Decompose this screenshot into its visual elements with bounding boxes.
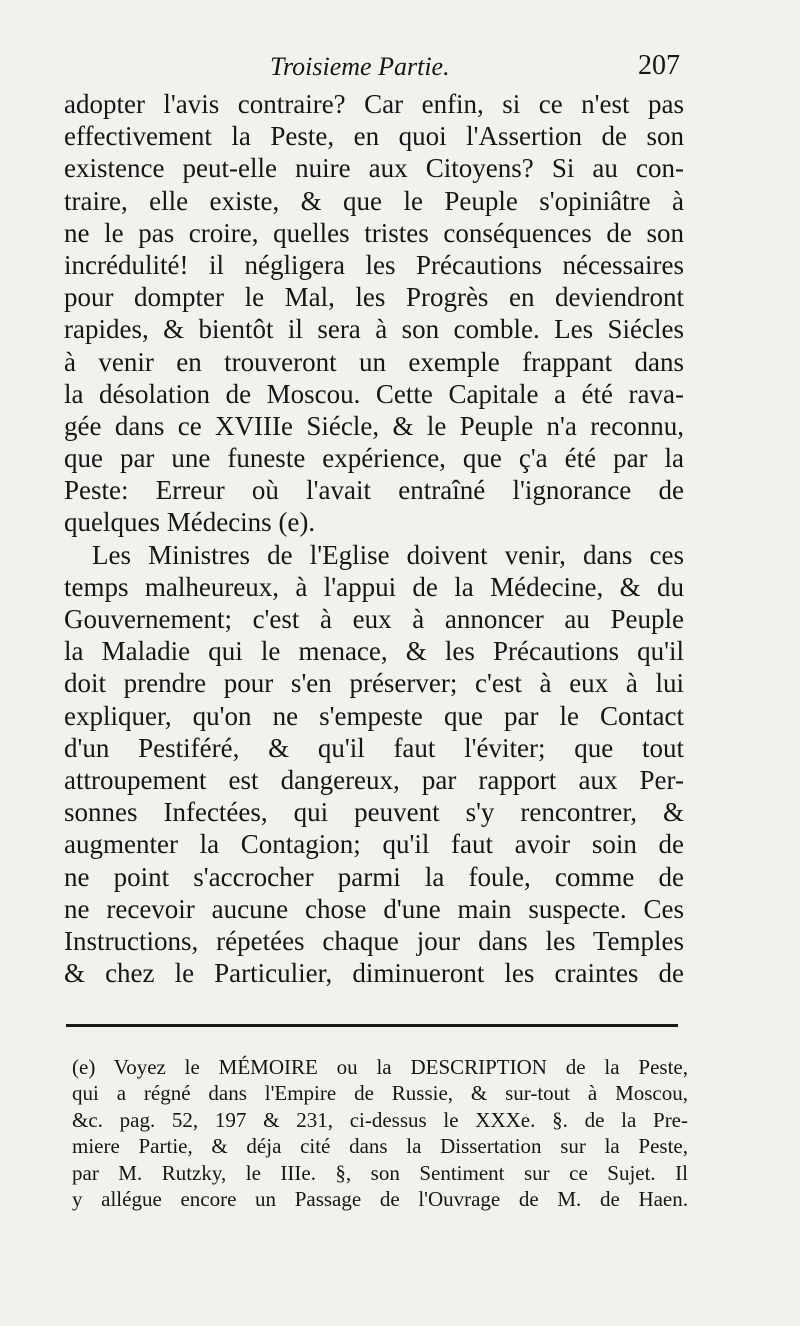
body-line: attroupement est dangereux, par rapport aux Per- <box>64 764 684 795</box>
body-line: la désolation de Moscou. Cette Capitale a été rava- <box>64 378 684 409</box>
footnote-rule <box>66 1024 678 1027</box>
running-title: Troisieme Partie. <box>270 52 450 81</box>
body-line: & chez le Particulier, diminueront les craintes de <box>64 958 684 989</box>
body-line: ne point s'accrocher parmi la foule, comme de <box>64 861 684 892</box>
body-line: pour dompter le Mal, les Progrès en deviendront <box>64 282 684 313</box>
page-header <box>64 48 680 84</box>
body-line: quelques Médecins (e). <box>64 507 316 538</box>
footnote-line: &c. pag. 52, 197 & 231, ci-dessus le XXXe. §. de la Pre- <box>72 1107 688 1132</box>
body-line: augmenter la Contagion; qu'il faut avoir soin de <box>64 829 684 860</box>
body-line: temps malheureux, à l'appui de la Médecine, & du <box>64 571 684 602</box>
page-number: 207 <box>638 50 680 81</box>
body-line: que par une funeste expérience, que ç'a été par la <box>64 443 684 474</box>
body-line: ne le pas croire, quelles tristes conséquences de son <box>64 217 684 248</box>
body-line: Gouvernement; c'est à eux à annoncer au Peuple <box>64 604 684 634</box>
body-line: à venir en trouveront un exemple frappant dans <box>64 346 684 377</box>
footnote-line: (e) Voyez le MÉMOIRE ou la DESCRIPTION de la Peste, <box>72 1055 688 1079</box>
body-line: Les Ministres de l'Eglise doivent venir, dans ces <box>92 539 684 570</box>
body-line: doit prendre pour s'en préserver; c'est à eux à lui <box>64 668 684 699</box>
footnote-line: par M. Rutzky, le IIIe. §, son Sentiment sur ce Sujet. Il <box>72 1160 688 1185</box>
body-line: Instructions, répetées chaque jour dans les Temples <box>64 925 684 956</box>
body-line: effectivement la Peste, en quoi l'Assertion de son <box>64 121 684 152</box>
body-line: adopter l'avis contraire? Car enfin, si ce n'est pas <box>64 89 684 119</box>
body-line: sonnes Infectées, qui peuvent s'y rencontrer, & <box>64 797 684 828</box>
footnote-line: y allégue encore un Passage de l'Ouvrage de M. de Haen. <box>72 1186 688 1211</box>
body-line: traire, elle existe, & que le Peuple s'opiniâtre à <box>64 185 684 216</box>
footnote-line: miere Partie, & déja cité dans la Dissertation sur la Peste, <box>72 1134 688 1159</box>
body-line: existence peut-elle nuire aux Citoyens? Si au con- <box>64 153 684 184</box>
body-line: expliquer, qu'on ne s'empeste que par le Contact <box>64 700 684 731</box>
body-line: d'un Pestiféré, & qu'il faut l'éviter; que tout <box>64 732 684 763</box>
body-line: incrédulité! il négligera les Précautions nécessaires <box>64 249 684 280</box>
body-line: la Maladie qui le menace, & les Précautions qu'il <box>64 636 684 667</box>
body-line: ne recevoir aucune chose d'une main suspecte. Ces <box>64 893 684 924</box>
footnote-line: qui a régné dans l'Empire de Russie, & sur-tout à Moscou, <box>72 1081 688 1106</box>
body-line: Peste: Erreur où l'avait entraîné l'ignorance de <box>64 475 684 506</box>
body-line: gée dans ce XVIIIe Siécle, & le Peuple n'a reconnu, <box>64 410 684 441</box>
main-text <box>64 88 684 989</box>
body-line: rapides, & bientôt il sera à son comble. Les Siécles <box>64 314 684 345</box>
footnote <box>72 1054 688 1212</box>
